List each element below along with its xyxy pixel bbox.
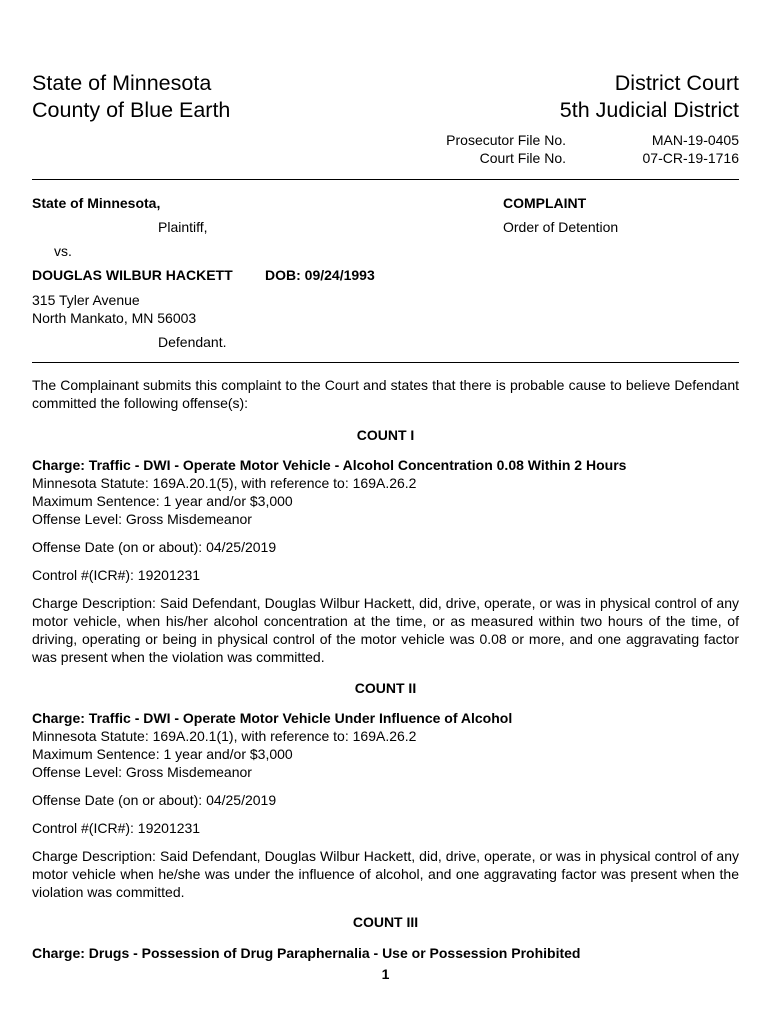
- charge-description: Charge Description: Said Defendant, Douglas Wilbur Hackett, did, drive, operate, or was in physical control of any motor vehicle, when his/her alcohol concentration at the time, or as measured within two hours of the time, of driving, operating or being in physical control of the motor vehicle was 0.08 or more, and one aggravating factor was present when the violation was committed.: [32, 595, 739, 665]
- charge-title: Charge: Traffic - DWI - Operate Motor Vehicle - Alcohol Concentration 0.08 Within 2 Hours: [32, 457, 627, 473]
- plaintiff-name: State of Minnesota,: [32, 195, 161, 211]
- court-block: [560, 70, 739, 124]
- document-title: COMPLAINT: [503, 195, 587, 211]
- district-heading: 5th Judicial District: [559, 98, 739, 122]
- divider-caption: [32, 362, 739, 363]
- complaint-page: [32, 0, 739, 1024]
- offense-level-line: Offense Level: Gross Misdemeanor: [32, 764, 252, 780]
- defendant-address-line2: North Mankato, MN 56003: [32, 310, 197, 326]
- defendant-name: DOUGLAS WILBUR HACKETT: [32, 267, 233, 283]
- plaintiff-role: Plaintiff,: [158, 219, 208, 235]
- versus-label: vs.: [54, 243, 72, 259]
- control-number-line: Control #(ICR#): 19201231: [32, 820, 201, 836]
- count-heading: COUNT III: [352, 914, 419, 930]
- offense-date-line: Offense Date (on or about): 04/25/2019: [32, 792, 277, 808]
- charge-description: Charge Description: Said Defendant, Douglas Wilbur Hackett, did, drive, operate, or was in physical control of any motor vehicle when he/she was under the influence of alcohol, and one aggravating factor was present when the violation was committed.: [32, 848, 739, 900]
- statute-line: Minnesota Statute: 169A.20.1(5), with reference to: 169A.26.2: [32, 475, 417, 491]
- county-heading: County of Blue Earth: [32, 98, 231, 122]
- file-numbers: [366, 131, 739, 167]
- defendant-address-line1: 315 Tyler Avenue: [32, 292, 140, 308]
- charge-title: Charge: Traffic - DWI - Operate Motor Vehicle Under Influence of Alcohol: [32, 710, 513, 726]
- intro-paragraph: The Complainant submits this complaint to the Court and states that there is probable cause to believe Defendant committed the following offense(s):: [32, 377, 739, 411]
- court-file-value: 07-CR-19-1716: [642, 150, 739, 166]
- control-number-line: Control #(ICR#): 19201231: [32, 567, 201, 583]
- document-subtype: Order of Detention: [503, 219, 619, 235]
- defendant-role: Defendant.: [158, 334, 227, 350]
- offense-level-line: Offense Level: Gross Misdemeanor: [32, 511, 252, 527]
- prosecutor-file-value: MAN-19-0405: [651, 132, 739, 148]
- sentence-line: Maximum Sentence: 1 year and/or $3,000: [32, 746, 293, 762]
- page-number: 1: [381, 966, 390, 982]
- statute-line: Minnesota Statute: 169A.20.1(1), with reference to: 169A.26.2: [32, 728, 417, 744]
- court-heading: District Court: [614, 71, 739, 95]
- defendant-dob: DOB: 09/24/1993: [265, 267, 375, 283]
- divider-top: [32, 179, 739, 180]
- prosecutor-file-label: Prosecutor File No.: [446, 132, 566, 148]
- state-heading: State of Minnesota: [32, 71, 212, 95]
- jurisdiction-block: [32, 70, 230, 124]
- court-file-label: Court File No.: [479, 150, 566, 166]
- offense-date-line: Offense Date (on or about): 04/25/2019: [32, 539, 277, 555]
- charge-title: Charge: Drugs - Possession of Drug Paraphernalia - Use or Possession Prohibited: [32, 945, 581, 961]
- count-heading: COUNT I: [356, 427, 415, 443]
- sentence-line: Maximum Sentence: 1 year and/or $3,000: [32, 493, 293, 509]
- count-heading: COUNT II: [354, 680, 417, 696]
